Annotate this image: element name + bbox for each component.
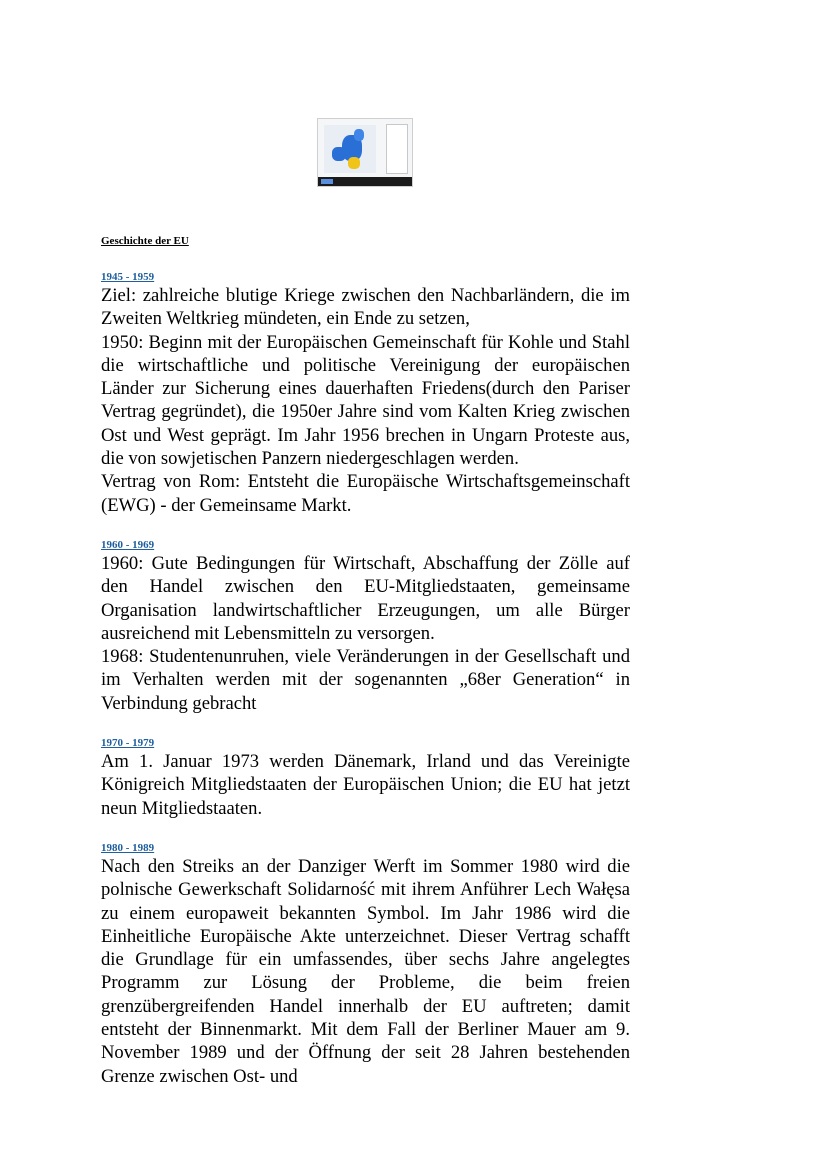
section-1970-1979 <box>101 736 630 820</box>
section-1960-1969 <box>101 538 630 715</box>
document-title: Geschichte der EU <box>101 235 189 247</box>
thumbnail-taskbar <box>318 177 412 186</box>
period-heading: 1980 - 1989 <box>101 841 155 854</box>
section-1945-1959 <box>101 270 630 517</box>
paragraph: Nach den Streiks an der Danziger Werft im Sommer 1980 wird die polnische Gewerkschaft Solidarność mit ihrem Anführer Lech Wałęsa zu einem europaweit bekannten Symbol. Im Jahr 1986 wird die Einheitliche Europäische Akte unterzeichnet. Dieser Vertrag schafft die Grundlage für ein umfassendes, über sechs Jahre angelegtes Programm zur Lösung der Probleme, die beim freien grenzübergreifenden Handel innerhalb der EU auftreten; damit entsteht der Binnenmarkt. Mit dem Fall der Berliner Mauer am 9. November 1989 und der Öffnung der seit 28 Jahren bestehenden Grenze zwischen Ost- und <box>101 855 630 1087</box>
paragraph: 1950: Beginn mit der Europäischen Gemeinschaft für Kohle und Stahl die wirtschaftliche und politische Vereinigung der europäischen Länder zur Sicherung eines dauerhaften Friedens(durch den Pariser Vertrag gegründet), die 1950er Jahre sind vom Kalten Krieg zwischen Ost und West geprägt. Im Jahr 1956 brechen in Ungarn Proteste aus, die von sowjetischen Panzern niedergeschlagen werden. <box>101 331 630 470</box>
period-heading: 1945 - 1959 <box>101 271 155 283</box>
paragraph: 1968: Studentenunruhen, viele Veränderungen in der Gesellschaft und im Verhalten werden mit der sogenannten „68er Generation“ in Verbindung gebracht <box>101 646 630 714</box>
paragraph: Vertrag von Rom: Entsteht die Europäische Wirtschaftsgemeinschaft (EWG) - der Gemeinsame Markt. <box>101 471 630 516</box>
paragraph: 1960: Gute Bedingungen für Wirtschaft, Abschaffung der Zölle auf den Handel zwischen den EU-Mitgliedstaaten, gemeinsame Organisation landwirtschaftlicher Erzeugungen, um alle Bürger ausreichend mit Lebensmitteln zu versorgen. <box>101 552 630 644</box>
europe-map-icon <box>324 125 376 173</box>
paragraph: Ziel: zahlreiche blutige Kriege zwischen den Nachbarländern, die im Zweiten Weltkrieg mündeten, ein Ende zu setzen, <box>101 285 630 330</box>
paragraph: Am 1. Januar 1973 werden Dänemark, Irland und das Vereinigte Königreich Mitgliedstaaten der Europäischen Union; die EU hat jetzt neun Mitgliedstaaten. <box>101 751 630 819</box>
document-body <box>101 234 630 1109</box>
map-thumbnail-image <box>317 118 413 187</box>
period-heading: 1970 - 1979 <box>101 737 155 750</box>
thumbnail-side-panel <box>386 124 408 174</box>
section-1980-1989 <box>101 841 630 1088</box>
period-heading: 1960 - 1969 <box>101 538 155 551</box>
